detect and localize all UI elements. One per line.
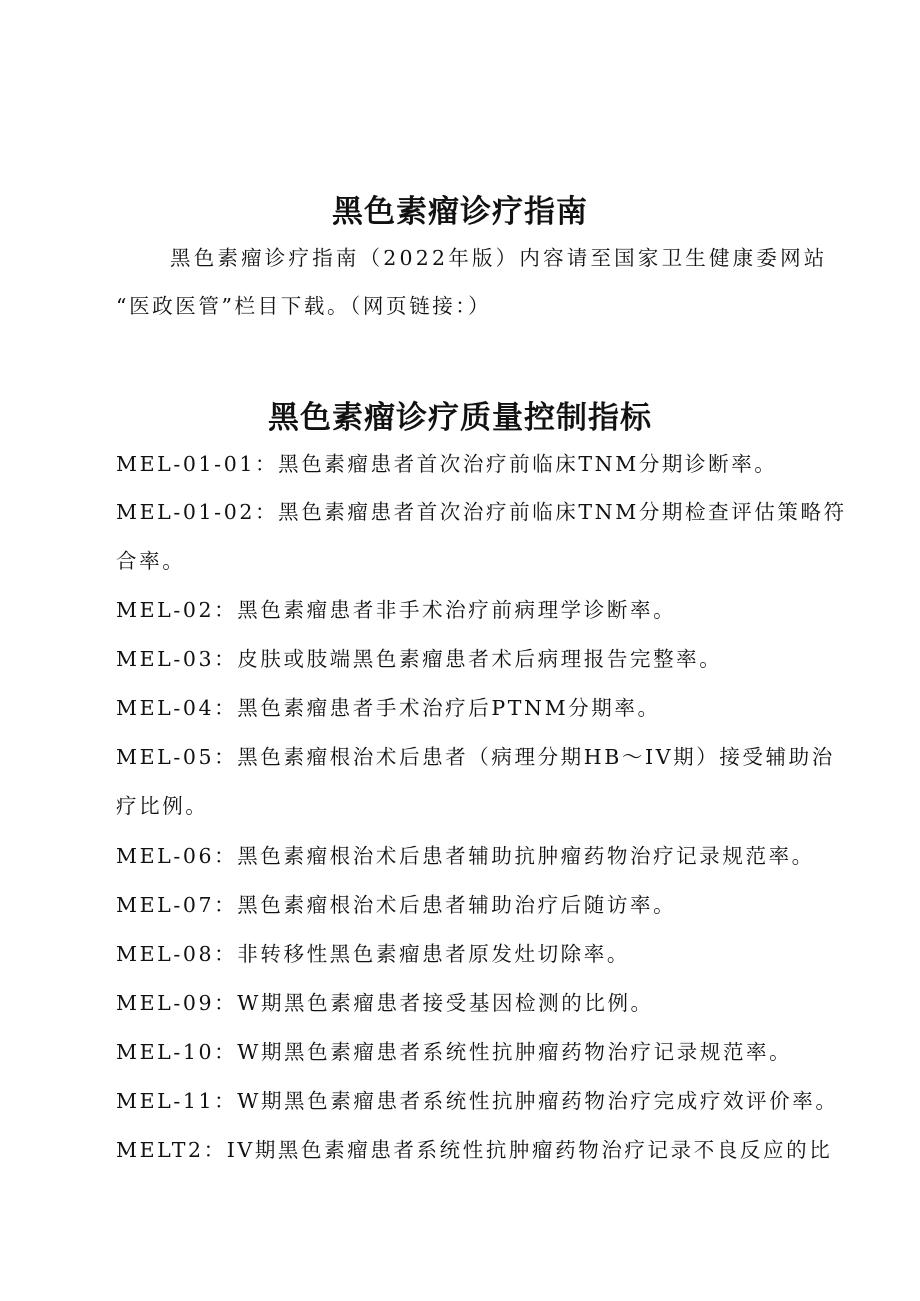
indicator-line: MEL-06：黑色素瘤根治术后患者辅助抗肿瘤药物治疗记录规范率。 bbox=[116, 844, 815, 868]
indicator-line: MEL-03：皮肤或肢端黑色素瘤患者术后病理报告完整率。 bbox=[116, 647, 723, 671]
indicator-line: MELT2：IV期黑色素瘤患者系统性抗肿瘤药物治疗记录不良反应的比 bbox=[116, 1138, 833, 1162]
indicator-line: MEL-05：黑色素瘤根治术后患者（病理分期HB～IV期）接受辅助治 bbox=[116, 745, 835, 769]
indicator-line: 疗比例。 bbox=[116, 794, 209, 818]
indicator-line: MEL-11：W期黑色素瘤患者系统性抗肿瘤药物治疗完成疗效评价率。 bbox=[116, 1089, 839, 1113]
indicator-line: MEL-09：W期黑色素瘤患者接受基因检测的比例。 bbox=[116, 991, 654, 1015]
guideline-title: 黑色素瘤诊疗指南 bbox=[332, 194, 588, 230]
indicator-line: MEL-01-02：黑色素瘤患者首次治疗前临床TNM分期检查评估策略符 bbox=[116, 500, 847, 524]
indicator-line: MEL-02：黑色素瘤患者非手术治疗前病理学诊断率。 bbox=[116, 598, 677, 622]
indicator-line: 合率。 bbox=[116, 549, 186, 573]
indicator-line: MEL-10：W期黑色素瘤患者系统性抗肿瘤药物治疗记录规范率。 bbox=[116, 1040, 793, 1064]
indicator-line: MEL-07：黑色素瘤根治术后患者辅助治疗后随访率。 bbox=[116, 893, 677, 917]
indicator-line: MEL-04：黑色素瘤患者手术治疗后PTNM分期率。 bbox=[116, 696, 661, 720]
indicator-line: MEL-08：非转移性黑色素瘤患者原发灶切除率。 bbox=[116, 942, 630, 966]
guideline-paragraph-line: 黑色素瘤诊疗指南（2022年版）内容请至国家卫生健康委网站 bbox=[170, 246, 828, 270]
guideline-paragraph-line: “医政医管”栏目下载。（网页链接：） bbox=[116, 294, 492, 318]
quality-indicators-title: 黑色素瘤诊疗质量控制指标 bbox=[268, 400, 652, 436]
indicator-line: MEL-01-01：黑色素瘤患者首次治疗前临床TNM分期诊断率。 bbox=[116, 452, 778, 476]
